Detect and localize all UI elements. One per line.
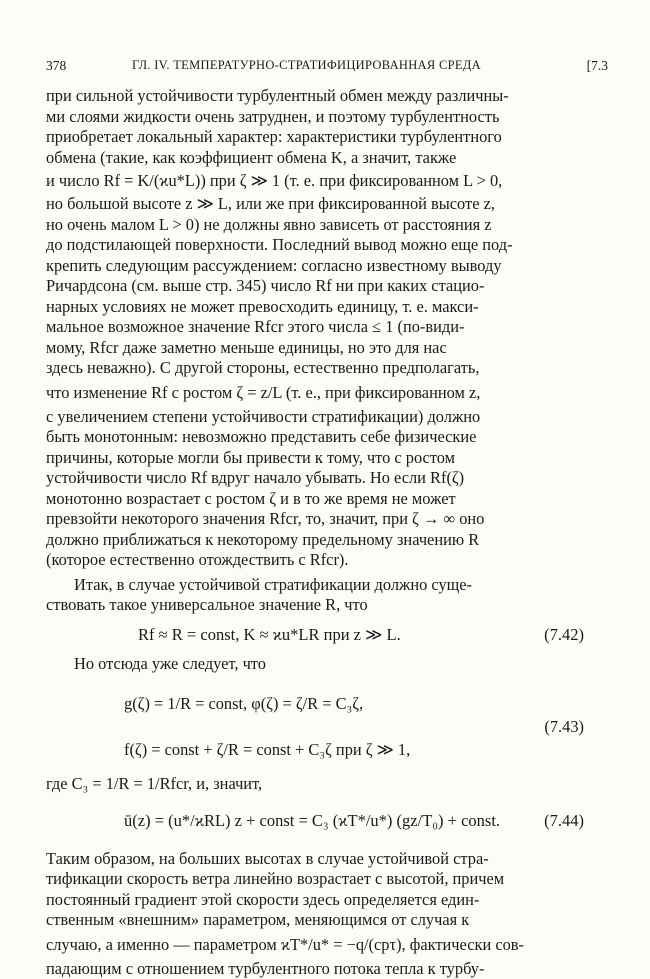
text-line: причины, которые могли бы привести к тому, что с ростом xyxy=(46,448,584,469)
equation-number: (7.42) xyxy=(544,620,584,650)
text-line: здесь неважно). С другой стороны, естественно предполагать, xyxy=(46,358,584,379)
text-line: но очень малом L > 0) не должны явно зависеть от расстояния z xyxy=(46,215,584,236)
running-header xyxy=(46,58,608,78)
text-line: с увеличением степени устойчивости стратификации) должно xyxy=(46,407,584,428)
text-line: приобретает локальный характер: характеристики турбулентного xyxy=(46,127,584,148)
text-line: но большой высоте z ≫ L, или же при фиксированной высоте z, xyxy=(46,194,584,215)
text-line: Итак, в случае устойчивой стратификации должно суще- xyxy=(46,575,584,596)
text-line: при сильной устойчивости турбулентный обмен между различны- xyxy=(46,86,584,107)
text-line: и число Rf = K/(ϰu*L)) при ζ ≫ 1 (т. е. при фиксированном L > 0, xyxy=(46,168,584,194)
text-line: монотонно возрастает с ростом ζ и в то же время не может xyxy=(46,489,584,510)
equation-7-42 xyxy=(46,620,584,650)
equation-line-2: f(ζ) = const + ζ/R = const + C₃ζ при ζ ≫ 1, xyxy=(124,732,410,768)
text-line: постоянный градиент этой скорости здесь определяется един- xyxy=(46,890,584,911)
equation-7-43 xyxy=(46,680,584,772)
text-line: нарных условиях не может превосходить единицу, т. е. макси- xyxy=(46,297,584,318)
text-line: мому, Rfcr даже заметно меньше единицы, но это для нас xyxy=(46,338,584,359)
text-line: крепить следующим рассуждением: согласно известному выводу xyxy=(46,256,584,277)
text-line: ственным «внешним» параметром, меняющимся от случая к xyxy=(46,910,584,931)
text-line: что изменение Rf с ростом ζ = z/L (т. е., при фиксированном z, xyxy=(46,379,584,407)
text-line: Таким образом, на больших высотах в случае устойчивой стра- xyxy=(46,849,584,870)
text-line: тификации скорость ветра линейно возрастает с высотой, причем xyxy=(46,869,584,890)
text-line: устойчивости число Rf вдруг начало убывать. Но если Rf(ζ) xyxy=(46,468,584,489)
chapter-title: ГЛ. IV. ТЕМПЕРАТУРНО-СТРАТИФИЦИРОВАННАЯ СРЕДА xyxy=(132,58,481,73)
page-number: 378 xyxy=(46,58,66,74)
equation-body: ū(z) = (u*/ϰRL) z + const = C₃ (ϰT*/u*) (gz/T₀) + const. xyxy=(124,801,500,841)
equation-7-44 xyxy=(46,801,584,841)
text-line: Ричардсона (см. выше стр. 345) число Rf ни при каких стацио- xyxy=(46,276,584,297)
equation-line-1: g(ζ) = 1/R = const, φ(ζ) = ζ/R = C₃ζ, xyxy=(124,686,363,722)
text-line: мальное возможное значение Rfcr этого числа ≤ 1 (по-види- xyxy=(46,317,584,338)
paragraph-5 xyxy=(46,849,584,979)
text-line: превзойти некоторого значения Rfcr, то, значит, при ζ → ∞ оно xyxy=(46,509,584,530)
paragraph-4: где C₃ = 1/R = 1/Rfcr, и, значит, xyxy=(46,774,584,795)
equation-body: Rf ≈ R = const, K ≈ ϰu*LR при z ≫ L. xyxy=(138,620,401,650)
page-body xyxy=(46,86,584,979)
equation-number: (7.44) xyxy=(544,801,584,841)
text-line: падающим с отношением турбулентного потока тепла к турбу- xyxy=(46,959,584,979)
text-line: ми слоями жидкости очень затруднен, и поэтому турбулентность xyxy=(46,107,584,128)
paragraph-2 xyxy=(46,575,584,616)
text-line: быть монотонным: невозможно представить себе физические xyxy=(46,427,584,448)
text-line: случаю, а именно — параметром ϰT*/u* = −q/(cpτ), фактически сов- xyxy=(46,931,584,959)
text-line: (которое естественно отождествить с Rfcr). xyxy=(46,550,584,571)
paragraph-3: Но отсюда уже следует, что xyxy=(46,654,584,675)
text-line: до подстилающей поверхности. Последний вывод можно еще под- xyxy=(46,235,584,256)
equation-number: (7.43) xyxy=(544,712,584,742)
text-line: ствовать такое универсальное значение R, что xyxy=(46,595,584,616)
paragraph-1 xyxy=(46,86,584,571)
text-line: должно приближаться к некоторому предельному значению R xyxy=(46,530,584,551)
text-line: обмена (такие, как коэффициент обмена K, а значит, также xyxy=(46,148,584,169)
section-number: [7.3 xyxy=(587,58,608,74)
